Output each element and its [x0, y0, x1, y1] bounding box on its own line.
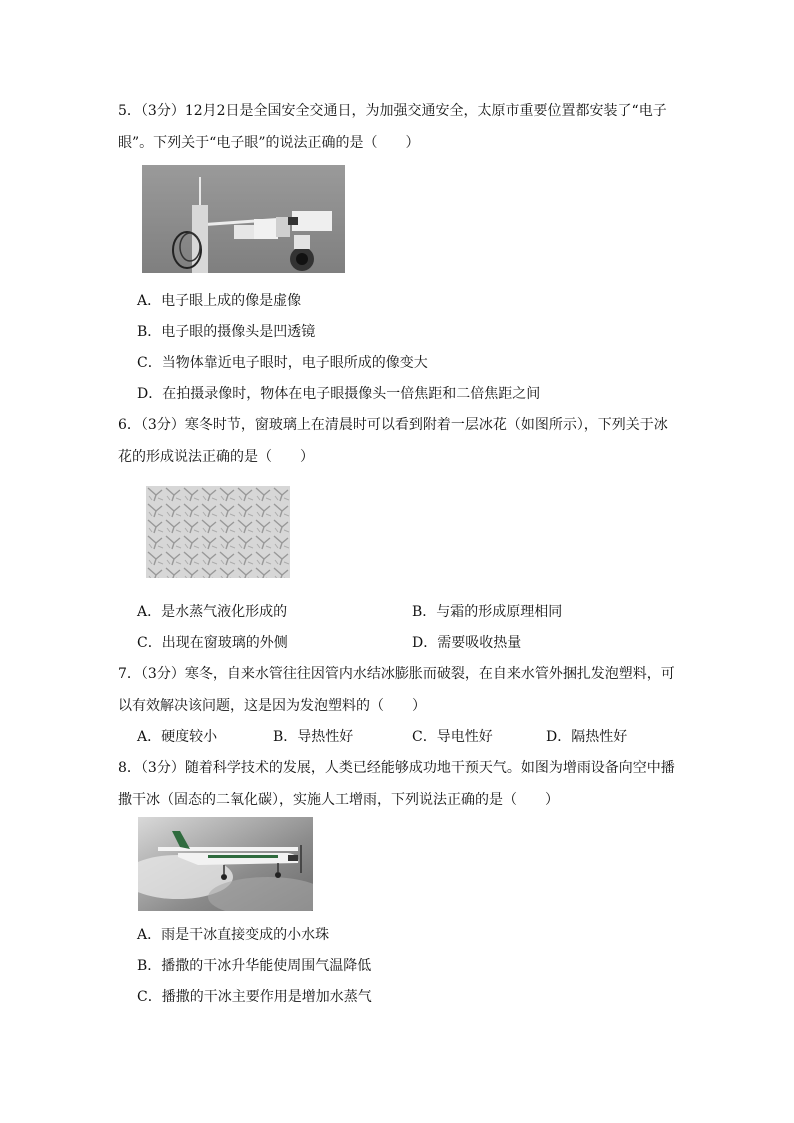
- q6-stem-line-1: 6．（3分）寒冬时节，窗玻璃上在清晨时可以看到附着一层冰花（如图所示），下列关于冰: [118, 417, 668, 433]
- q5-option-c: C．当物体靠近电子眼时，电子眼所成的像变大: [137, 355, 428, 371]
- q7-stem-line-2: 以有效解决该问题，这是因为发泡塑料的（ ）: [118, 698, 426, 714]
- q8-stem-line-1: 8．（3分）随着科学技术的发展，人类已经能够成功地干预天气。如图为增雨设备向空中播: [118, 760, 675, 776]
- q8-stem-line-2: 撒干冰（固态的二氧化碳），实施人工增雨，下列说法正确的是（ ）: [118, 792, 559, 808]
- q7-stem-line-1: 7．（3分）寒冬，自来水管往往因管内水结冰膨胀而破裂，在自来水管外捆扎发泡塑料，可: [118, 666, 675, 682]
- q6-option-b: B．与霜的形成原理相同: [412, 604, 563, 620]
- q5-option-d: D．在拍摄录像时，物体在电子眼摄像头一倍焦距和二倍焦距之间: [137, 386, 541, 402]
- q7-option-c: C．导电性好: [412, 729, 493, 745]
- q8-airplane-photo: [138, 817, 313, 911]
- q6-stem-line-2: 花的形成说法正确的是（ ）: [118, 449, 314, 465]
- q6-option-d: D．需要吸收热量: [412, 635, 522, 651]
- q5-stem-line-1: 5．（3分）12月2日是全国安全交通日，为加强交通安全，太原市重要位置都安装了“电子: [118, 103, 667, 119]
- q6-ice-flower-photo: [146, 486, 290, 578]
- q5-option-b: B．电子眼的摄像头是凹透镜: [137, 324, 316, 340]
- q7-option-b: B．导热性好: [273, 729, 354, 745]
- q5-option-a: A．电子眼上成的像是虚像: [137, 293, 302, 309]
- q6-option-a: A．是水蒸气液化形成的: [137, 604, 288, 620]
- q5-camera-photo: [142, 165, 345, 273]
- q5-stem-line-2: 眼”。下列关于“电子眼”的说法正确的是（ ）: [118, 135, 420, 151]
- q6-option-c: C．出现在窗玻璃的外侧: [137, 635, 288, 651]
- q8-option-b: B．播撒的干冰升华能使周围气温降低: [137, 958, 372, 974]
- q7-option-a: A．硬度较小: [137, 729, 218, 745]
- q8-option-a: A．雨是干冰直接变成的小水珠: [137, 927, 330, 943]
- q8-option-c: C．播撒的干冰主要作用是增加水蒸气: [137, 989, 372, 1005]
- q7-option-d: D．隔热性好: [546, 729, 628, 745]
